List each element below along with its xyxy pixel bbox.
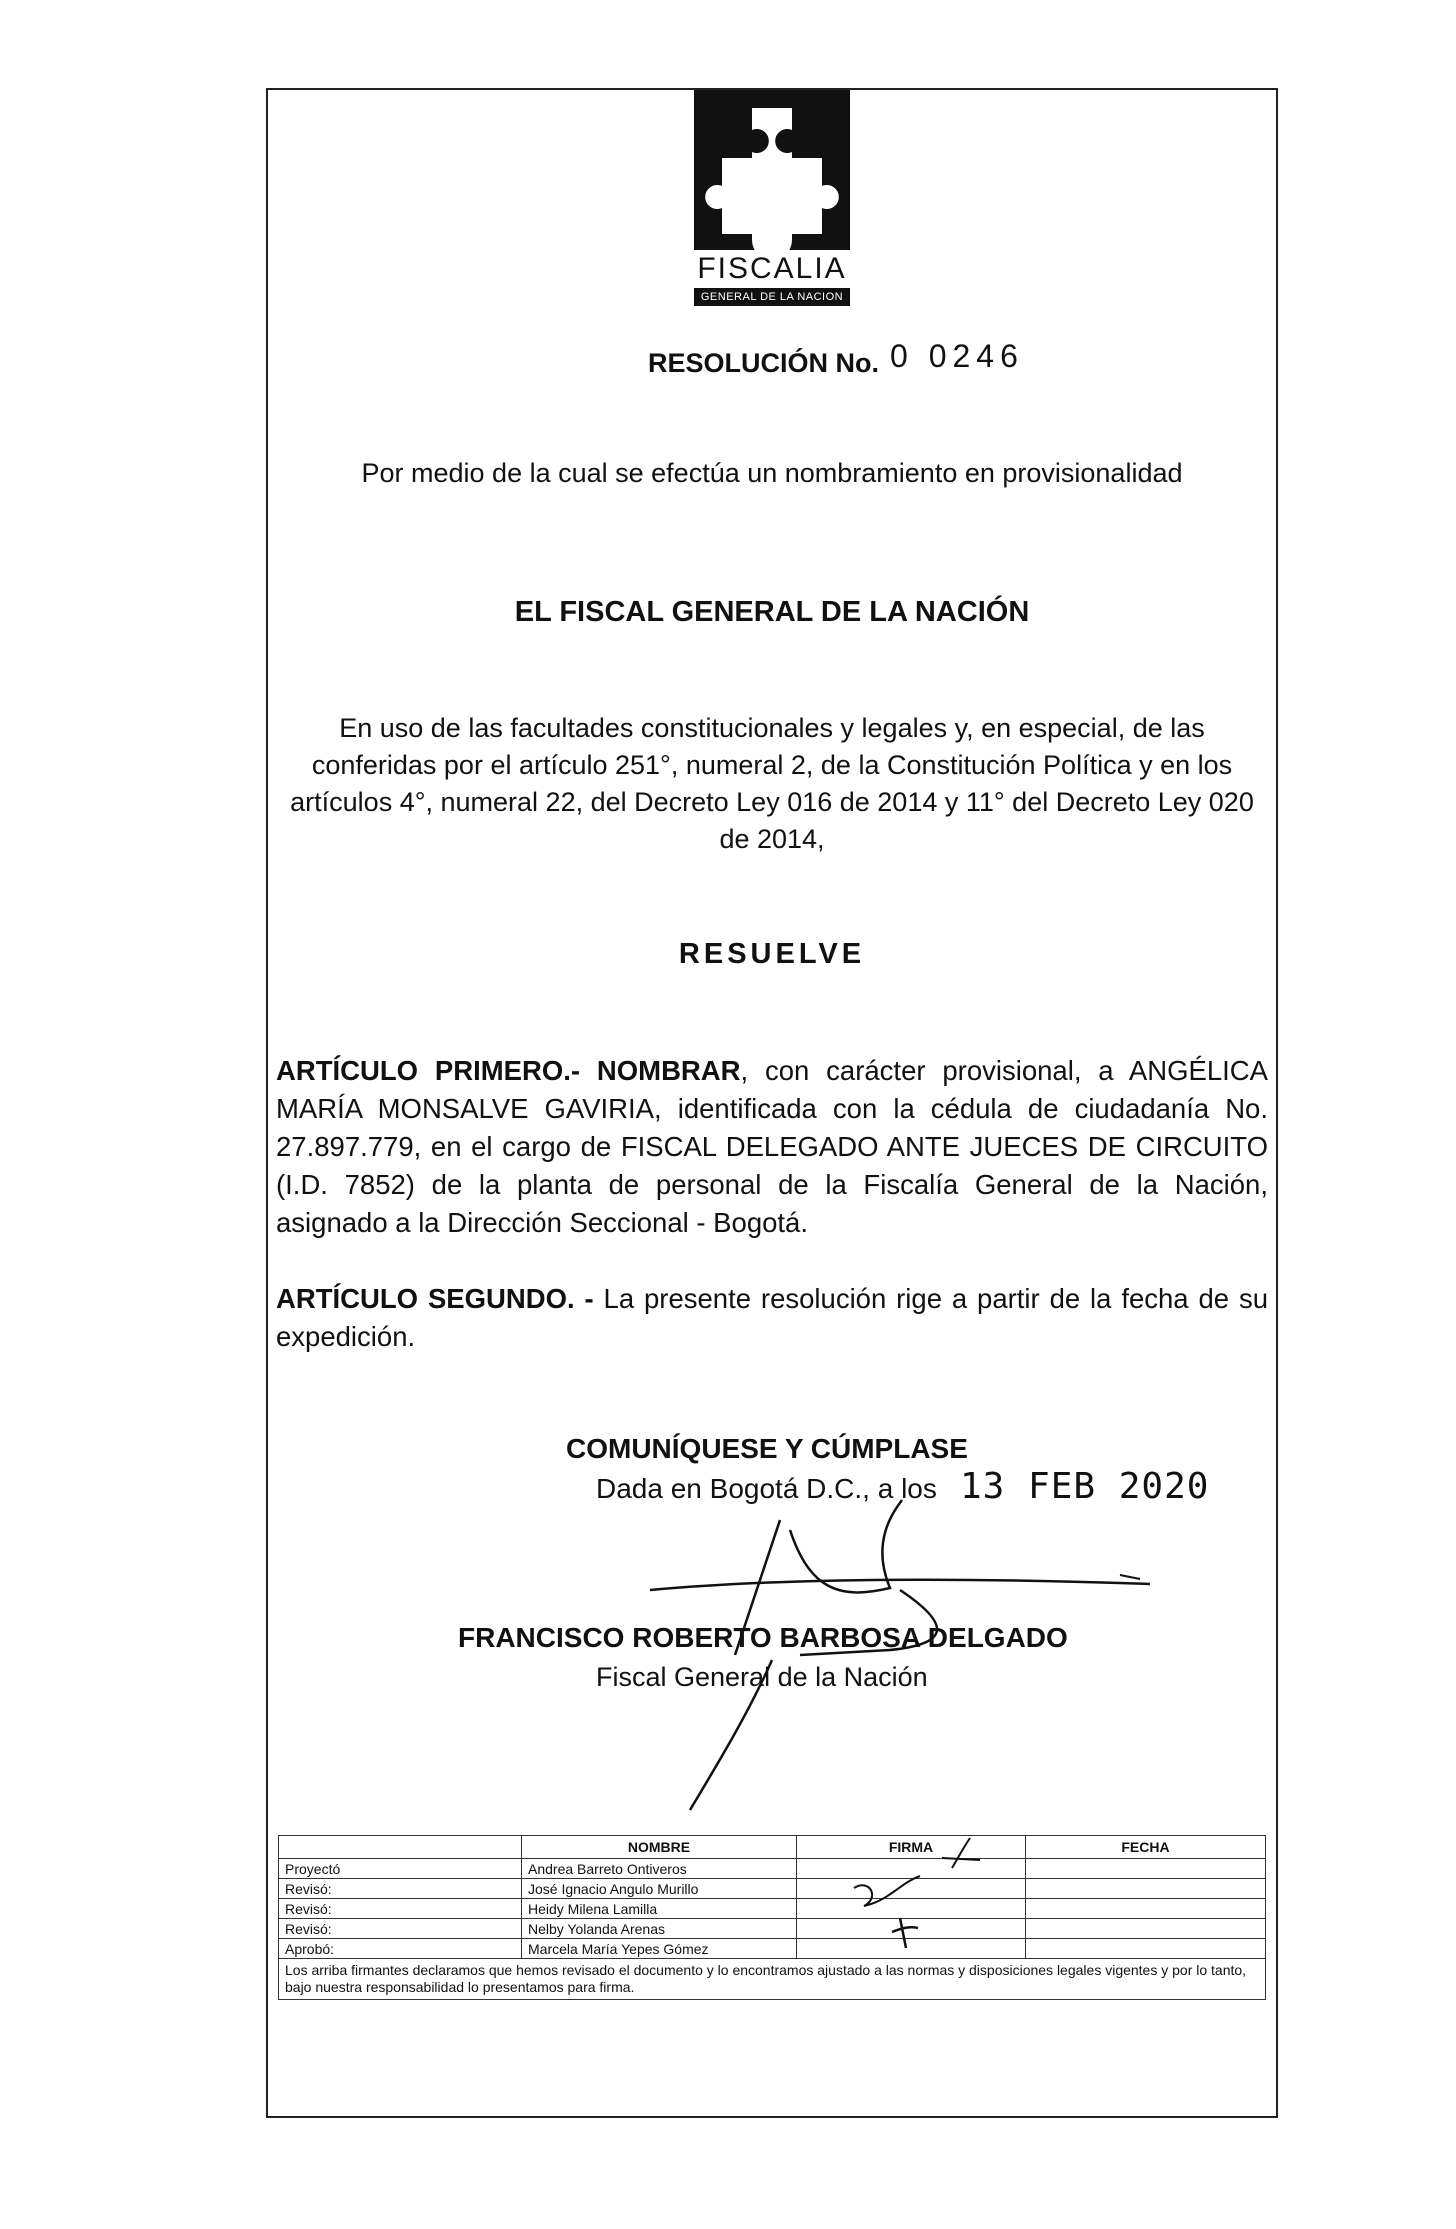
table-row	[279, 1899, 1266, 1919]
preamble-text: En uso de las facultades constitucionales y legales y, en especial, de las conferidas por el artículo 251°, numeral 2, de la Constitución Política y en los artículos 4°, numeral 22, del Decreto Ley 016 de 2014 y 11° del Decreto Ley 020 de 2014,	[290, 713, 1254, 854]
article-first-heading: ARTÍCULO PRIMERO.-	[276, 1055, 581, 1086]
logo-subtitle: GENERAL DE LA NACION	[694, 288, 850, 306]
approval-name: Andrea Barreto Ontiveros	[522, 1859, 797, 1879]
puzzle-piece-icon	[694, 90, 850, 250]
table-row	[279, 1859, 1266, 1879]
resuelve-heading: RESUELVE	[678, 938, 866, 970]
resolution-label: RESOLUCIÓN No.	[648, 348, 880, 378]
approval-note-row	[279, 1959, 1266, 2000]
official-title: EL FISCAL GENERAL DE LA NACIÓN	[514, 596, 1030, 628]
approval-header-date: FECHA	[1026, 1836, 1266, 1859]
date-stamp: 13 FEB 2020	[960, 1466, 1210, 1507]
approval-date-cell	[1026, 1919, 1266, 1939]
resolution-subject: Por medio de la cual se efectúa un nombramiento en provisionalidad	[361, 458, 1183, 488]
approval-date-cell	[1026, 1879, 1266, 1899]
approval-name: José Ignacio Angulo Murillo	[522, 1879, 797, 1899]
article-second-heading: ARTÍCULO SEGUNDO. -	[276, 1283, 594, 1314]
approval-role: Proyectó	[279, 1859, 522, 1879]
approval-name: Heidy Milena Lamilla	[522, 1899, 797, 1919]
logo-wordmark: FISCALIA	[697, 252, 847, 285]
table-row	[279, 1919, 1266, 1939]
fiscalia-logo	[694, 90, 850, 308]
approval-role: Aprobó:	[279, 1939, 522, 1959]
article-second-text: La presente resolución rige a partir de la fecha de su expedición.	[276, 1283, 1268, 1352]
approval-table-header	[279, 1836, 1266, 1859]
approval-role: Revisó:	[279, 1919, 522, 1939]
article-first	[276, 1052, 1268, 1242]
approval-note: Los arriba firmantes declaramos que hemos revisado el documento y lo encontramos ajustado a las normas y disposiciones legales vigentes y por lo tanto, bajo nuestra responsabilidad lo presentamos para firma.	[279, 1959, 1266, 2000]
approval-header-name: NOMBRE	[522, 1836, 797, 1859]
approval-role: Revisó:	[279, 1879, 522, 1899]
approval-name: Marcela María Yepes Gómez	[522, 1939, 797, 1959]
closing-formula: COMUNÍQUESE Y CÚMPLASE	[566, 1433, 968, 1464]
place-and-date-text: Dada en Bogotá D.C., a los	[596, 1473, 937, 1504]
approval-date-cell	[1026, 1859, 1266, 1879]
signer-title: Fiscal General de la Nación	[596, 1662, 928, 1692]
article-first-verb: NOMBRAR	[596, 1055, 741, 1086]
reviewer-initials	[830, 1828, 990, 1958]
approval-name: Nelby Yolanda Arenas	[522, 1919, 797, 1939]
approval-date-cell	[1026, 1939, 1266, 1959]
table-row	[279, 1879, 1266, 1899]
article-second	[276, 1280, 1268, 1356]
approval-role: Revisó:	[279, 1899, 522, 1919]
article-first-text: , con carácter provisional, a ANGÉLICA MARÍA MONSALVE GAVIRIA, identificada con la cédula de ciudadanía No. 27.897.779, en el cargo de FISCAL DELEGADO ANTE JUECES DE CIRCUITO (I.D. 7852) de la planta de personal de la Fiscalía General de la Nación, asignado a la Dirección Seccional - Bogotá.	[276, 1055, 1268, 1238]
approval-table	[278, 1835, 1266, 2000]
signer-name: FRANCISCO ROBERTO BARBOSA DELGADO	[458, 1622, 1068, 1653]
approval-header-signature: FIRMA	[797, 1836, 1026, 1859]
table-row	[279, 1939, 1266, 1959]
resolution-number: 0 0246	[890, 338, 1024, 374]
approval-date-cell	[1026, 1899, 1266, 1919]
approval-header-role	[279, 1836, 522, 1859]
